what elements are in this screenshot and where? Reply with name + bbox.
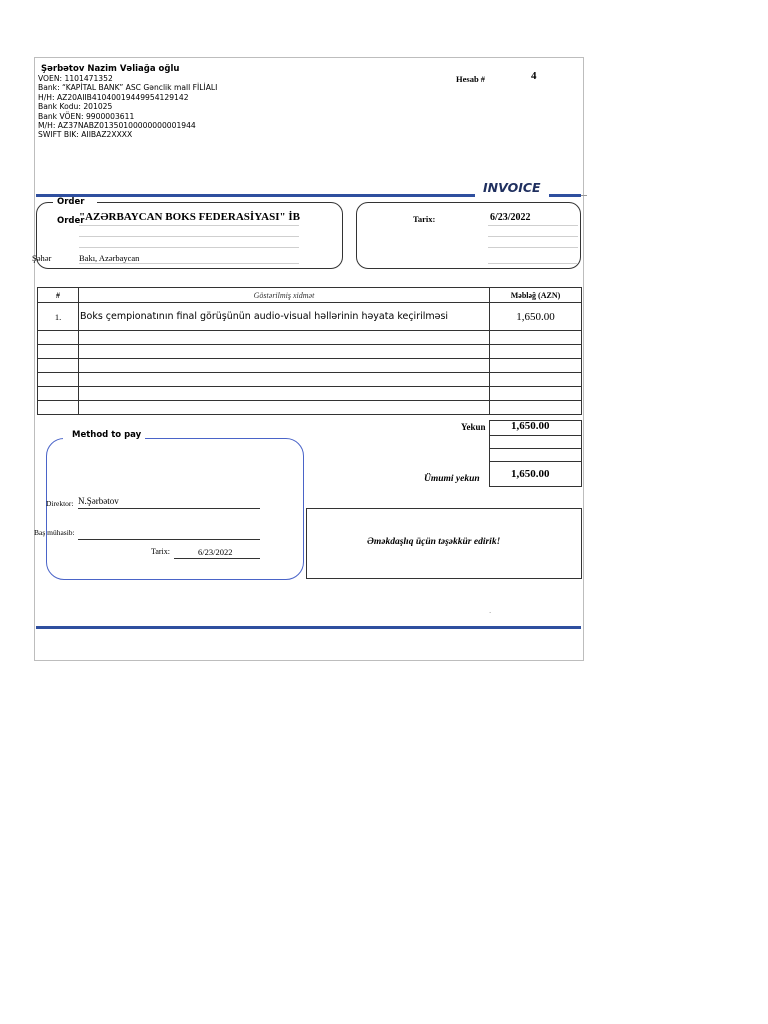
date-line-3 — [488, 247, 578, 248]
subtotal-label: Yekun — [461, 422, 486, 432]
invoice-number-label: Hesab # — [456, 74, 486, 84]
sender-bank-voen: Bank VÖEN: 9900003611 — [38, 111, 135, 121]
date-line-4 — [488, 263, 578, 264]
sender-bank: Bank: “KAPİTAL BANK” ASC Gənclik mall FİLİALI — [38, 83, 218, 93]
invoice-page — [34, 57, 584, 661]
director-label: Direktor: — [46, 499, 74, 508]
city-value: Bakı, Azərbaycan — [79, 253, 140, 263]
director-signature-line — [78, 508, 260, 509]
director-name: N.Şərbətov — [78, 496, 119, 506]
sender-bank-code: Bank Kodu: 201025 — [38, 102, 113, 112]
subtotal-value: 1,650.00 — [511, 420, 550, 432]
table-row — [38, 359, 582, 373]
customer-name: "AZƏRBAYCAN BOKS FEDERASİYASI" İB — [79, 211, 300, 223]
date-value: 6/23/2022 — [490, 212, 531, 223]
sender-voen: VOEN: 1101471352 — [38, 74, 113, 83]
date-line-2 — [488, 236, 578, 237]
table-row — [38, 387, 582, 401]
date-line-1 — [488, 225, 578, 226]
payment-date-label: Tarix: — [151, 547, 170, 556]
row-amount: 1,650.00 — [490, 303, 582, 331]
table-row — [38, 401, 582, 415]
grand-total-label: Ümumi yekun — [424, 474, 480, 484]
order-line-1 — [79, 225, 299, 226]
payment-title: Method to pay — [72, 430, 142, 440]
invoice-title: INVOICE — [483, 180, 541, 195]
column-header-amount: Məbləğ (AZN) — [490, 288, 582, 303]
order-box-title: Order — [57, 197, 85, 207]
row-description: Boks çempionatının final görüşünün audio-visual həllərinin həyata keçirilməsi — [79, 303, 490, 331]
grand-total-value: 1,650.00 — [511, 468, 550, 480]
order-line-2 — [79, 236, 299, 237]
column-header-number: # — [38, 288, 79, 303]
accountant-signature-line — [78, 539, 260, 540]
accountant-label: Baş mühasib: — [34, 528, 75, 537]
table-row — [38, 331, 582, 345]
order-line-4 — [79, 263, 299, 264]
order-line-3 — [79, 247, 299, 248]
footer-divider — [36, 626, 581, 629]
city-label: Şəhər — [32, 253, 52, 263]
sender-correspondent-account: M/H: AZ37NABZ01350100000000001944 — [38, 121, 196, 131]
table-row — [38, 373, 582, 387]
thanks-message: Əməkdaşlıq üçün təşəkkür edirik! — [367, 537, 501, 547]
payment-date-value: 6/23/2022 — [198, 547, 233, 557]
row-number: 1. — [38, 303, 79, 331]
services-table — [37, 287, 582, 415]
table-row — [38, 345, 582, 359]
table-row — [38, 303, 582, 331]
payment-date-line — [174, 558, 260, 559]
sender-details — [38, 74, 217, 140]
date-label: Tarix: — [413, 214, 436, 224]
sender-name: Şərbətov Nazim Vəliağa oğlu — [41, 64, 180, 74]
table-header-row — [38, 288, 582, 303]
column-header-service: Göstərilmiş xidmət — [79, 288, 490, 303]
footer-mark: . — [489, 607, 492, 615]
invoice-number: 4 — [531, 70, 537, 82]
sender-swift: SWIFT BIK: AIIBAZ2XXXX — [38, 130, 133, 140]
sender-account: H/H: AZ20AIIB41040019449954129142 — [38, 92, 189, 102]
order-label: Order — [57, 216, 85, 226]
